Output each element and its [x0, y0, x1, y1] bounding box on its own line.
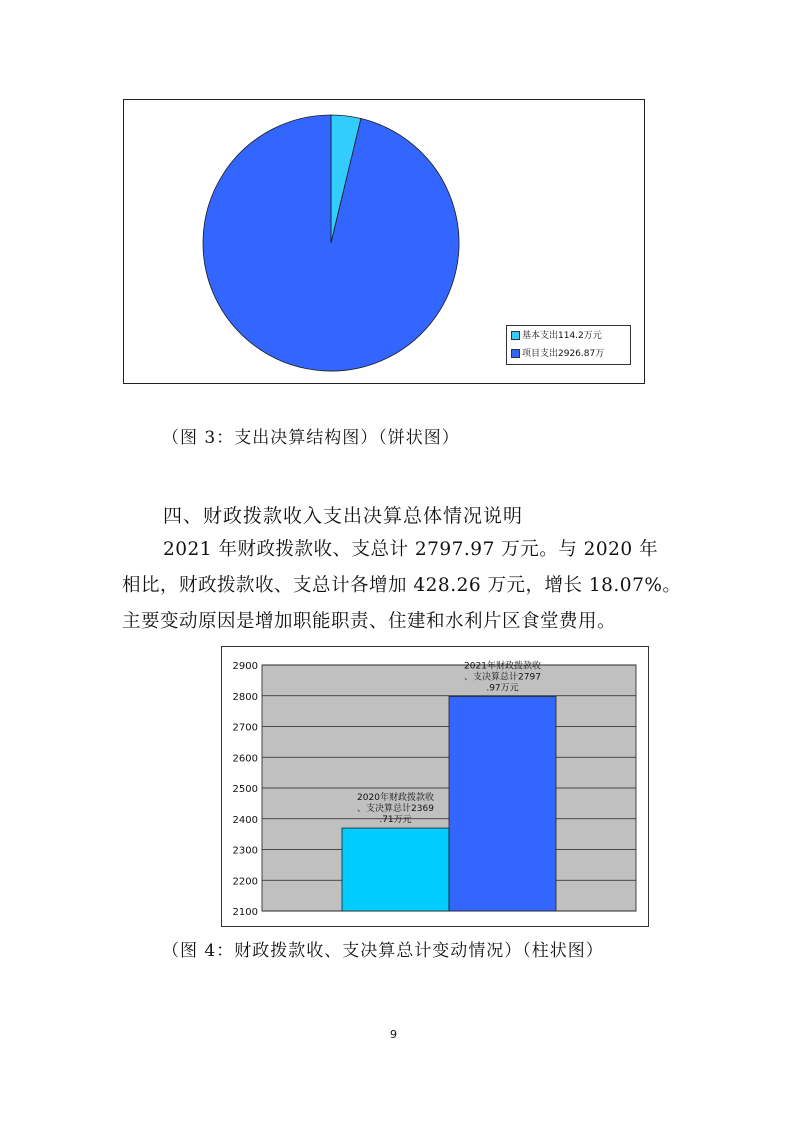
data-label-2021: 、支决算总计2797	[464, 672, 541, 683]
legend-swatch-project	[511, 349, 520, 358]
legend-label-basic: 基本支出114.2万元	[522, 331, 602, 341]
y-tick-label: 2100	[232, 907, 258, 918]
data-label-2021: .97万元	[486, 683, 519, 694]
legend-swatch-basic	[511, 331, 520, 340]
y-tick-label: 2900	[232, 661, 258, 672]
data-label-2020: 、支决算总计2369	[357, 804, 434, 815]
y-tick-label: 2600	[232, 753, 258, 765]
data-label-2020: 2020年财政拨款收	[357, 793, 434, 804]
bar-chart-frame	[221, 646, 649, 927]
y-tick-label: 2200	[232, 876, 258, 888]
y-tick-label: 2700	[232, 722, 258, 734]
data-label-2020: .71万元	[379, 815, 412, 826]
bar-chart	[222, 647, 648, 926]
y-tick-label: 2800	[232, 691, 258, 703]
legend-item-basic	[511, 330, 602, 342]
paragraph-line-1: 2021 年财政拨款收、支总计 2797.97 万元。与 2020 年	[163, 539, 659, 560]
section-heading: 四、财政拨款收入支出决算总体情况说明	[163, 505, 524, 527]
bar-2020	[342, 828, 449, 911]
y-tick-label: 2500	[232, 784, 258, 795]
data-label-2021: 2021年财政拨款收	[464, 661, 541, 672]
y-tick-label: 2300	[232, 845, 258, 857]
legend-label-project: 项目支出2926.87万	[522, 349, 605, 359]
bar-2021	[449, 696, 556, 911]
y-tick-label: 2400	[232, 814, 258, 826]
page-number: 9	[390, 1028, 397, 1041]
legend-item-project	[511, 348, 604, 360]
paragraph-line-3: 主要变动原因是增加职能职责、住建和水利片区食堂费用。	[122, 611, 617, 632]
pie-chart-frame	[123, 99, 645, 384]
paragraph-line-2: 相比，财政拨款收、支总计各增加 428.26 万元，增长 18.07%。	[122, 575, 682, 596]
pie-legend	[506, 325, 631, 365]
pie-slice-1	[203, 115, 459, 371]
figure3-caption: （图 3：支出决算结构图）（饼状图）	[162, 428, 460, 448]
figure4-caption: （图 4：财政拨款收、支决算总计变动情况）（柱状图）	[162, 941, 604, 961]
